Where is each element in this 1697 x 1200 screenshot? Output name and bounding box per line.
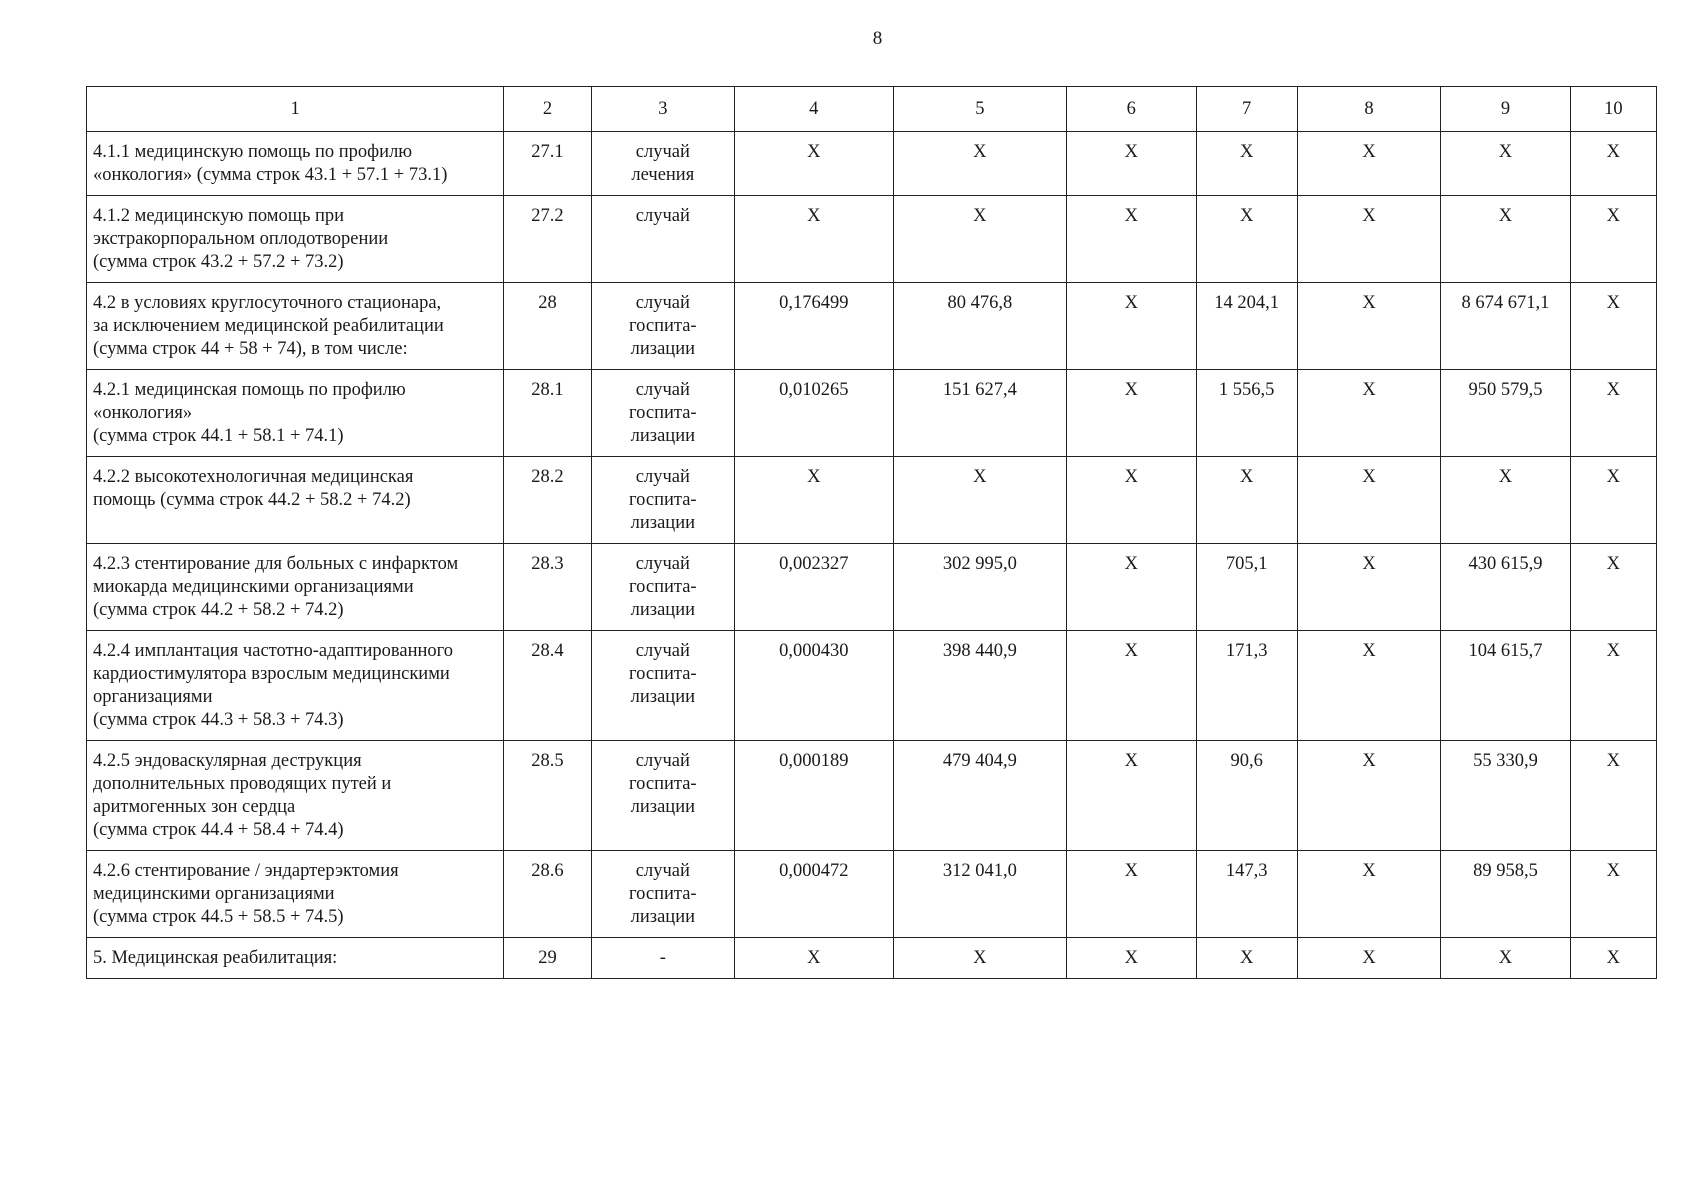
cell-col10: Х	[1570, 457, 1656, 544]
cell-col9: Х	[1441, 457, 1570, 544]
cell-col6: Х	[1067, 283, 1196, 370]
cell-col4: Х	[735, 938, 894, 979]
column-header: 5	[893, 87, 1067, 132]
cell-col6: Х	[1067, 544, 1196, 631]
row-code: 28.5	[504, 741, 591, 851]
cell-col10: Х	[1570, 741, 1656, 851]
cell-col7: 705,1	[1196, 544, 1297, 631]
table-row	[87, 544, 1657, 631]
cell-col8: Х	[1297, 457, 1440, 544]
row-name: 4.2.6 стентирование / эндартерэктомия медицинскими организациями (сумма строк 44.5 + 58.5 + 74.5)	[87, 851, 504, 938]
cell-col8: Х	[1297, 741, 1440, 851]
row-code: 29	[504, 938, 591, 979]
cell-col7: 1 556,5	[1196, 370, 1297, 457]
row-code: 28.2	[504, 457, 591, 544]
cell-col6: Х	[1067, 851, 1196, 938]
cell-col7: 90,6	[1196, 741, 1297, 851]
row-code: 28.1	[504, 370, 591, 457]
row-unit: -	[591, 938, 734, 979]
row-code: 28.4	[504, 631, 591, 741]
cell-col5: Х	[893, 457, 1067, 544]
cell-col4: Х	[735, 457, 894, 544]
row-code: 27.2	[504, 196, 591, 283]
table-row	[87, 457, 1657, 544]
cell-col6: Х	[1067, 938, 1196, 979]
cell-col5: 80 476,8	[893, 283, 1067, 370]
row-code: 28.3	[504, 544, 591, 631]
column-header: 1	[87, 87, 504, 132]
row-unit: случай госпита- лизации	[591, 544, 734, 631]
column-header: 3	[591, 87, 734, 132]
row-code: 28.6	[504, 851, 591, 938]
row-unit: случай	[591, 196, 734, 283]
cell-col4: 0,000472	[735, 851, 894, 938]
cell-col5: Х	[893, 132, 1067, 196]
cell-col7: Х	[1196, 196, 1297, 283]
cell-col5: 398 440,9	[893, 631, 1067, 741]
column-header: 4	[735, 87, 894, 132]
cell-col4: 0,002327	[735, 544, 894, 631]
cell-col5: 479 404,9	[893, 741, 1067, 851]
cell-col4: 0,010265	[735, 370, 894, 457]
cell-col6: Х	[1067, 631, 1196, 741]
row-code: 28	[504, 283, 591, 370]
cell-col10: Х	[1570, 938, 1656, 979]
cell-col8: Х	[1297, 544, 1440, 631]
table-row	[87, 938, 1657, 979]
cell-col10: Х	[1570, 132, 1656, 196]
cell-col9: 950 579,5	[1441, 370, 1570, 457]
row-unit: случай лечения	[591, 132, 734, 196]
cell-col4: Х	[735, 132, 894, 196]
cell-col6: Х	[1067, 196, 1196, 283]
header-row	[87, 87, 1657, 132]
cell-col6: Х	[1067, 457, 1196, 544]
data-table	[86, 86, 1657, 979]
cell-col10: Х	[1570, 851, 1656, 938]
row-unit: случай госпита- лизации	[591, 283, 734, 370]
cell-col7: Х	[1196, 132, 1297, 196]
cell-col4: 0,176499	[735, 283, 894, 370]
column-header: 8	[1297, 87, 1440, 132]
row-code: 27.1	[504, 132, 591, 196]
row-name: 4.2.3 стентирование для больных с инфарктом миокарда медицинскими организациями (сумма строк 44.2 + 58.2 + 74.2)	[87, 544, 504, 631]
row-name: 4.1.2 медицинскую помощь при экстракорпоральном оплодотворении (сумма строк 43.2 + 57.2 + 73.2)	[87, 196, 504, 283]
cell-col10: Х	[1570, 631, 1656, 741]
cell-col9: 55 330,9	[1441, 741, 1570, 851]
cell-col4: Х	[735, 196, 894, 283]
row-unit: случай госпита- лизации	[591, 457, 734, 544]
row-name: 4.2.1 медицинская помощь по профилю «онкология» (сумма строк 44.1 + 58.1 + 74.1)	[87, 370, 504, 457]
cell-col7: Х	[1196, 457, 1297, 544]
cell-col10: Х	[1570, 370, 1656, 457]
cell-col8: Х	[1297, 132, 1440, 196]
column-header: 9	[1441, 87, 1570, 132]
row-name: 4.1.1 медицинскую помощь по профилю «онкология» (сумма строк 43.1 + 57.1 + 73.1)	[87, 132, 504, 196]
cell-col8: Х	[1297, 283, 1440, 370]
cell-col9: 104 615,7	[1441, 631, 1570, 741]
cell-col9: 430 615,9	[1441, 544, 1570, 631]
table-row	[87, 851, 1657, 938]
table-row	[87, 283, 1657, 370]
table-row	[87, 370, 1657, 457]
cell-col5: 302 995,0	[893, 544, 1067, 631]
row-unit: случай госпита- лизации	[591, 631, 734, 741]
cell-col8: Х	[1297, 196, 1440, 283]
cell-col9: Х	[1441, 132, 1570, 196]
table-row	[87, 631, 1657, 741]
cell-col8: Х	[1297, 938, 1440, 979]
cell-col7: 147,3	[1196, 851, 1297, 938]
cell-col6: Х	[1067, 370, 1196, 457]
cell-col7: Х	[1196, 938, 1297, 979]
row-unit: случай госпита- лизации	[591, 370, 734, 457]
row-name: 4.2.5 эндоваскулярная деструкция дополнительных проводящих путей и аритмогенных зон сердца (сумма строк 44.4 + 58.4 + 74.4)	[87, 741, 504, 851]
row-name: 4.2 в условиях круглосуточного стационара, за исключением медицинской реабилитации (сумма строк 44 + 58 + 74), в том числе:	[87, 283, 504, 370]
cell-col6: Х	[1067, 132, 1196, 196]
cell-col9: Х	[1441, 196, 1570, 283]
row-name: 4.2.4 имплантация частотно-адаптированного кардиостимулятора взрослым медицинскими организациями (сумма строк 44.3 + 58.3 + 74.3)	[87, 631, 504, 741]
column-header: 10	[1570, 87, 1656, 132]
cell-col4: 0,000430	[735, 631, 894, 741]
cell-col8: Х	[1297, 370, 1440, 457]
column-header: 6	[1067, 87, 1196, 132]
page-number: 8	[872, 28, 883, 49]
row-unit: случай госпита- лизации	[591, 851, 734, 938]
table-row	[87, 741, 1657, 851]
cell-col9: Х	[1441, 938, 1570, 979]
cell-col4: 0,000189	[735, 741, 894, 851]
table-row	[87, 132, 1657, 196]
row-name: 5. Медицинская реабилитация:	[87, 938, 504, 979]
column-header: 7	[1196, 87, 1297, 132]
cell-col8: Х	[1297, 851, 1440, 938]
cell-col5: Х	[893, 938, 1067, 979]
cell-col6: Х	[1067, 741, 1196, 851]
cell-col5: 312 041,0	[893, 851, 1067, 938]
cell-col9: 8 674 671,1	[1441, 283, 1570, 370]
cell-col7: 171,3	[1196, 631, 1297, 741]
cell-col9: 89 958,5	[1441, 851, 1570, 938]
cell-col5: Х	[893, 196, 1067, 283]
cell-col10: Х	[1570, 283, 1656, 370]
cell-col8: Х	[1297, 631, 1440, 741]
column-header: 2	[504, 87, 591, 132]
cell-col5: 151 627,4	[893, 370, 1067, 457]
cell-col7: 14 204,1	[1196, 283, 1297, 370]
row-name: 4.2.2 высокотехнологичная медицинская помощь (сумма строк 44.2 + 58.2 + 74.2)	[87, 457, 504, 544]
cell-col10: Х	[1570, 544, 1656, 631]
cell-col10: Х	[1570, 196, 1656, 283]
table-row	[87, 196, 1657, 283]
row-unit: случай госпита- лизации	[591, 741, 734, 851]
